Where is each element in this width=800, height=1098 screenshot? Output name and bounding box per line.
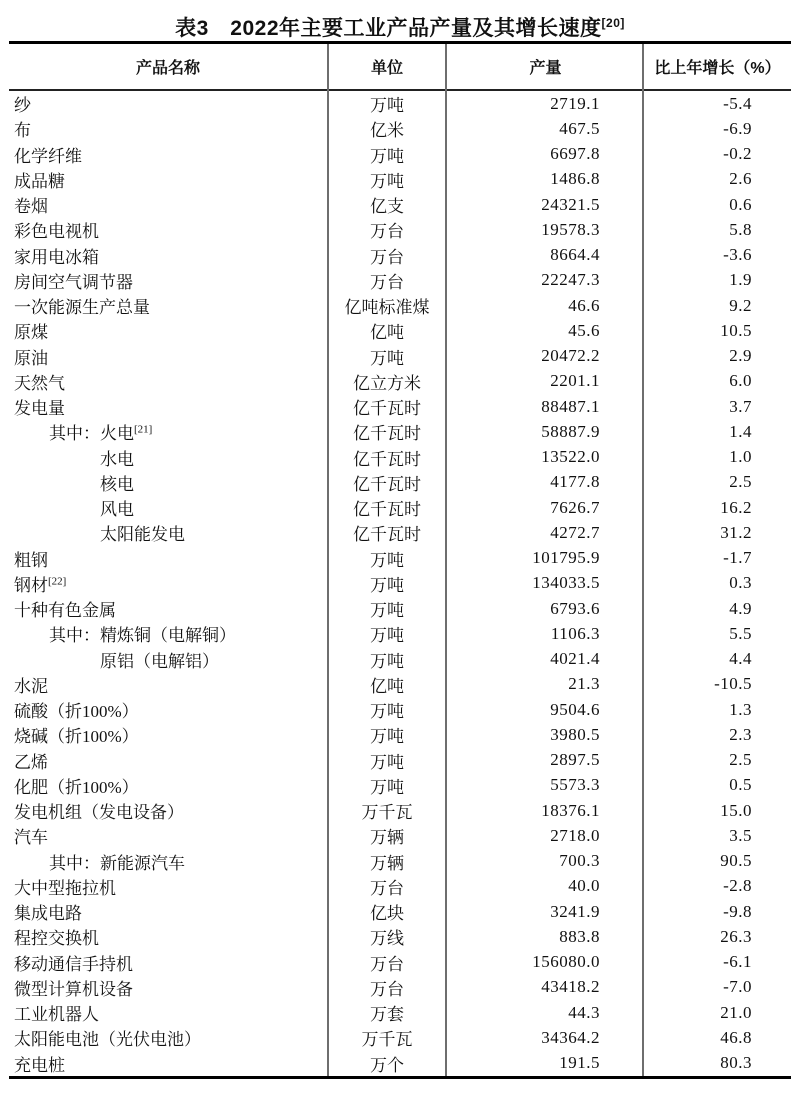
product-name: 充电桩 [14, 1055, 65, 1075]
output-value-cell: 700.3 [559, 851, 600, 871]
output-value-cell: 6793.6 [550, 598, 600, 618]
output-value-cell: 883.8 [559, 926, 600, 946]
growth-value-cell: 4.9 [729, 598, 752, 618]
output-value-cell: 46.6 [568, 295, 600, 315]
output-value-cell: 24321.5 [541, 194, 600, 214]
table-row [9, 874, 791, 899]
product-name-cell [9, 773, 327, 798]
product-name-cell [9, 1025, 327, 1050]
table-row [9, 495, 791, 520]
output-value-cell: 45.6 [568, 320, 600, 340]
product-name-cell [9, 697, 327, 722]
unit-cell: 亿千瓦时 [353, 449, 421, 469]
unit-cell: 万台 [370, 272, 404, 292]
product-name: 水泥 [14, 676, 48, 696]
unit-cell: 万台 [370, 878, 404, 898]
unit-cell: 亿吨 [370, 676, 404, 696]
output-value-cell: 191.5 [559, 1053, 600, 1073]
growth-value-cell: 1.3 [729, 699, 752, 719]
output-value-cell: 6697.8 [550, 144, 600, 164]
table-row [9, 116, 791, 141]
unit-cell: 亿吨标准煤 [344, 298, 430, 318]
table-row [9, 950, 791, 975]
growth-value-cell: 6.0 [729, 371, 752, 391]
product-name-cell [9, 546, 327, 571]
unit-cell: 亿千瓦时 [353, 500, 421, 520]
product-name: 钢材 [14, 575, 48, 595]
product-name-cell [9, 571, 327, 596]
product-name: 发电机组（发电设备） [14, 803, 184, 823]
growth-value-cell: 2.6 [729, 169, 752, 189]
table-header-row [9, 44, 791, 91]
unit-cell: 万吨 [370, 146, 404, 166]
product-name: 太阳能电池（光伏电池） [14, 1030, 201, 1050]
table-row [9, 773, 791, 798]
product-name: 核电 [100, 474, 134, 494]
table-row [9, 369, 791, 394]
product-name-cell [9, 318, 327, 343]
unit-cell: 亿米 [370, 121, 404, 141]
header-unit: 单位 [370, 60, 403, 77]
growth-value-cell: 31.2 [720, 522, 752, 542]
output-value-cell: 4177.8 [550, 472, 600, 492]
output-value-cell: 22247.3 [541, 270, 600, 290]
product-name-cell [9, 217, 327, 242]
table-row [9, 672, 791, 697]
table-row [9, 798, 791, 823]
product-name: 原铝（电解铝） [100, 651, 219, 671]
table-row [9, 520, 791, 545]
table-row [9, 419, 791, 444]
growth-value-cell: 0.3 [729, 573, 752, 593]
output-value-cell: 9504.6 [550, 699, 600, 719]
product-name-cell [9, 924, 327, 949]
product-name-cell [9, 722, 327, 747]
header-product-name: 产品名称 [135, 60, 200, 77]
growth-value-cell: 10.5 [720, 320, 752, 340]
growth-value-cell: 2.3 [729, 724, 752, 744]
product-name-cell [9, 293, 327, 318]
column-separator-1 [327, 44, 329, 1076]
growth-value-cell: -0.2 [723, 144, 752, 164]
output-value-cell: 2718.0 [550, 825, 600, 845]
table-row [9, 268, 791, 293]
product-name: 汽车 [14, 828, 48, 848]
growth-value-cell: 46.8 [720, 1027, 752, 1047]
table-row [9, 192, 791, 217]
table-row [9, 975, 791, 1000]
industrial-products-table [9, 41, 791, 1079]
output-value-cell: 19578.3 [541, 219, 600, 239]
unit-cell: 亿块 [370, 904, 404, 924]
product-name-cell [9, 445, 327, 470]
product-name-cell [9, 419, 327, 444]
product-name-cell [9, 899, 327, 924]
unit-cell: 万吨 [370, 727, 404, 747]
table-row [9, 344, 791, 369]
output-value-cell: 3980.5 [550, 724, 600, 744]
output-value-cell: 2201.1 [550, 371, 600, 391]
table-row [9, 722, 791, 747]
unit-cell: 万台 [370, 979, 404, 999]
unit-cell: 万台 [370, 222, 404, 242]
product-name-cell [9, 1000, 327, 1025]
product-name-cell [9, 596, 327, 621]
unit-cell: 万吨 [370, 752, 404, 772]
output-value-cell: 2897.5 [550, 750, 600, 770]
growth-value-cell: 2.9 [729, 346, 752, 366]
growth-value-cell: -6.1 [723, 952, 752, 972]
growth-value-cell: -1.7 [723, 548, 752, 568]
product-name: 水电 [100, 449, 134, 469]
table-row [9, 596, 791, 621]
product-name: 风电 [100, 500, 134, 520]
unit-cell: 万千瓦 [361, 1030, 413, 1050]
table-row [9, 293, 791, 318]
product-name: 卷烟 [14, 197, 48, 217]
output-value-cell: 101795.9 [532, 548, 600, 568]
product-name: 天然气 [14, 373, 65, 393]
header-output: 产量 [529, 60, 562, 77]
unit-cell: 万吨 [370, 601, 404, 621]
table-row [9, 1051, 791, 1076]
product-name: 其中：新能源汽车 [49, 853, 185, 873]
product-name-cell [9, 975, 327, 1000]
growth-value-cell: -9.8 [723, 901, 752, 921]
output-value-cell: 5573.3 [550, 775, 600, 795]
output-value-cell: 4021.4 [550, 649, 600, 669]
growth-value-cell: -7.0 [723, 977, 752, 997]
table-row [9, 823, 791, 848]
product-name: 一次能源生产总量 [14, 298, 150, 318]
unit-cell: 万线 [370, 929, 404, 949]
growth-value-cell: 15.0 [720, 800, 752, 820]
growth-value-cell: 21.0 [720, 1002, 752, 1022]
table-row [9, 899, 791, 924]
unit-cell: 万吨 [370, 702, 404, 722]
product-name: 原煤 [14, 323, 48, 343]
output-value-cell: 43418.2 [541, 977, 600, 997]
unit-cell: 万台 [370, 247, 404, 267]
unit-cell: 万辆 [370, 828, 404, 848]
output-value-cell: 467.5 [559, 118, 600, 138]
growth-value-cell: 5.5 [729, 623, 752, 643]
output-value-cell: 34364.2 [541, 1027, 600, 1047]
table-row [9, 470, 791, 495]
unit-cell: 万辆 [370, 853, 404, 873]
table-row [9, 1000, 791, 1025]
unit-cell: 亿千瓦时 [353, 525, 421, 545]
product-name-cell [9, 394, 327, 419]
growth-value-cell: 1.4 [729, 421, 752, 441]
table-row [9, 849, 791, 874]
growth-value-cell: 0.5 [729, 775, 752, 795]
header-growth: 比上年增长（%） [654, 60, 781, 77]
growth-value-cell: 0.6 [729, 194, 752, 214]
growth-value-cell: -10.5 [714, 674, 752, 694]
growth-value-cell: 16.2 [720, 497, 752, 517]
output-value-cell: 44.3 [568, 1002, 600, 1022]
output-value-cell: 58887.9 [541, 421, 600, 441]
output-value-cell: 3241.9 [550, 901, 600, 921]
table-title [0, 0, 800, 41]
product-name-cell [9, 116, 327, 141]
unit-cell: 亿千瓦时 [353, 399, 421, 419]
unit-cell: 万吨 [370, 651, 404, 671]
product-name: 烧碱（折100%） [14, 727, 139, 747]
growth-value-cell: 80.3 [720, 1053, 752, 1073]
product-name-cell [9, 1051, 327, 1076]
product-name-cell [9, 621, 327, 646]
growth-value-cell: 5.8 [729, 219, 752, 239]
product-name: 十种有色金属 [14, 601, 116, 621]
unit-cell: 万台 [370, 954, 404, 974]
growth-value-cell: 26.3 [720, 926, 752, 946]
product-name-cell [9, 243, 327, 268]
table-row [9, 142, 791, 167]
table-row [9, 621, 791, 646]
unit-cell: 万吨 [370, 348, 404, 368]
product-name: 程控交换机 [14, 929, 99, 949]
table-body [9, 91, 791, 1076]
table-row [9, 243, 791, 268]
unit-cell: 万套 [370, 1005, 404, 1025]
product-name: 布 [14, 121, 31, 141]
product-name: 微型计算机设备 [14, 979, 133, 999]
table-row [9, 748, 791, 773]
product-name-cell [9, 672, 327, 697]
product-name-cell [9, 142, 327, 167]
unit-cell: 万吨 [370, 171, 404, 191]
product-name-cell [9, 950, 327, 975]
table-row [9, 697, 791, 722]
product-name: 集成电路 [14, 904, 82, 924]
table-title-text: 表3 2022年主要工业产品产量及其增长速度 [175, 17, 602, 40]
growth-value-cell: -5.4 [723, 93, 752, 113]
product-name-cell [9, 268, 327, 293]
growth-value-cell: -2.8 [723, 876, 752, 896]
product-name: 乙烯 [14, 752, 48, 772]
table-row [9, 91, 791, 116]
product-name: 移动通信手持机 [14, 954, 133, 974]
table-row [9, 217, 791, 242]
product-name: 其中：火电 [49, 424, 134, 444]
growth-value-cell: 90.5 [720, 851, 752, 871]
output-value-cell: 156080.0 [532, 952, 600, 972]
product-name-cell [9, 91, 327, 116]
output-value-cell: 7626.7 [550, 497, 600, 517]
unit-cell: 万千瓦 [361, 803, 413, 823]
product-name-cell [9, 344, 327, 369]
product-name: 发电量 [14, 399, 65, 419]
product-name-cell [9, 369, 327, 394]
product-name: 家用电冰箱 [14, 247, 99, 267]
table-row [9, 318, 791, 343]
product-name: 纱 [14, 96, 31, 116]
table-row [9, 546, 791, 571]
product-name: 粗钢 [14, 550, 48, 570]
table-row [9, 167, 791, 192]
unit-cell: 万吨 [370, 777, 404, 797]
title-footnote-ref: [20] [601, 16, 625, 30]
product-name: 太阳能发电 [100, 525, 185, 545]
output-value-cell: 4272.7 [550, 522, 600, 542]
growth-value-cell: -3.6 [723, 245, 752, 265]
product-name-cell [9, 798, 327, 823]
unit-cell: 万吨 [370, 626, 404, 646]
table-row [9, 445, 791, 470]
growth-value-cell: 9.2 [729, 295, 752, 315]
unit-cell: 亿千瓦时 [353, 474, 421, 494]
unit-cell: 亿立方米 [353, 373, 421, 393]
product-name: 彩色电视机 [14, 222, 99, 242]
growth-value-cell: 4.4 [729, 649, 752, 669]
output-value-cell: 1106.3 [550, 623, 600, 643]
product-name: 化肥（折100%） [14, 777, 139, 797]
growth-value-cell: 1.0 [729, 447, 752, 467]
output-value-cell: 2719.1 [550, 93, 600, 113]
product-name: 大中型拖拉机 [14, 878, 116, 898]
unit-cell: 万吨 [370, 575, 404, 595]
output-value-cell: 18376.1 [541, 800, 600, 820]
column-separator-2 [445, 44, 447, 1076]
product-name: 工业机器人 [14, 1005, 99, 1025]
output-value-cell: 40.0 [568, 876, 600, 896]
output-value-cell: 134033.5 [532, 573, 600, 593]
growth-value-cell: -6.9 [723, 118, 752, 138]
product-name: 硫酸（折100%） [14, 702, 139, 722]
product-name-cell [9, 647, 327, 672]
table-row [9, 924, 791, 949]
growth-value-cell: 3.7 [729, 396, 752, 416]
product-name-cell [9, 874, 327, 899]
unit-cell: 万吨 [370, 96, 404, 116]
table-row [9, 1025, 791, 1050]
output-value-cell: 13522.0 [541, 447, 600, 467]
product-name-cell [9, 748, 327, 773]
growth-value-cell: 3.5 [729, 825, 752, 845]
product-name: 化学纤维 [14, 146, 82, 166]
table-row [9, 647, 791, 672]
product-name-cell [9, 167, 327, 192]
product-name-cell [9, 520, 327, 545]
output-value-cell: 8664.4 [550, 245, 600, 265]
growth-value-cell: 1.9 [729, 270, 752, 290]
output-value-cell: 21.3 [568, 674, 600, 694]
growth-value-cell: 2.5 [729, 472, 752, 492]
output-value-cell: 20472.2 [541, 346, 600, 366]
product-name-cell [9, 470, 327, 495]
unit-cell: 亿支 [370, 197, 404, 217]
product-name: 房间空气调节器 [14, 272, 133, 292]
table-row [9, 394, 791, 419]
unit-cell: 亿吨 [370, 323, 404, 343]
growth-value-cell: 2.5 [729, 750, 752, 770]
product-name-cell [9, 192, 327, 217]
unit-cell: 亿千瓦时 [353, 424, 421, 444]
table-row [9, 571, 791, 596]
product-name: 成品糖 [14, 171, 65, 191]
unit-cell: 万吨 [370, 550, 404, 570]
output-value-cell: 88487.1 [541, 396, 600, 416]
product-name-cell [9, 849, 327, 874]
product-footnote-ref: [22] [48, 575, 67, 588]
output-value-cell: 1486.8 [550, 169, 600, 189]
product-name: 原油 [14, 348, 48, 368]
unit-cell: 万个 [370, 1055, 404, 1075]
column-separator-3 [642, 44, 644, 1076]
product-name-cell [9, 495, 327, 520]
product-name: 其中：精炼铜（电解铜） [49, 626, 236, 646]
product-footnote-ref: [21] [134, 423, 153, 436]
product-name-cell [9, 823, 327, 848]
